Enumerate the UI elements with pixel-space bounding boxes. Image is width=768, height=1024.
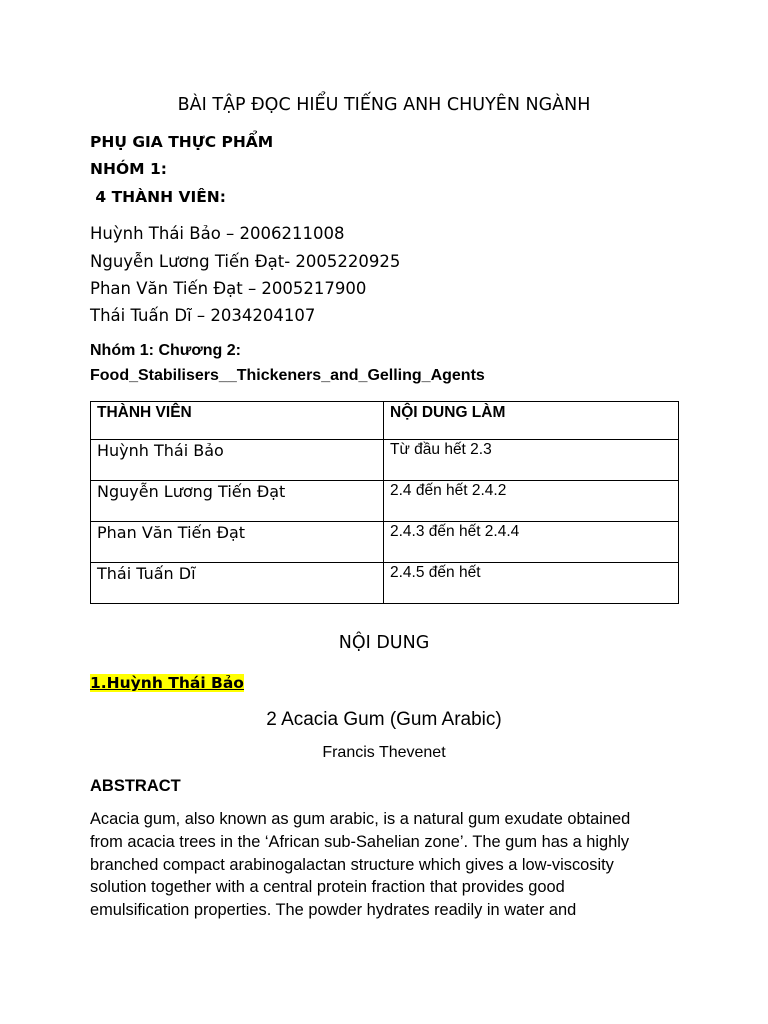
table-cell-task: 2.4 đến hết 2.4.2 — [384, 481, 679, 522]
member-section-heading — [90, 672, 244, 694]
paragraph-line: solution together with a central protein fraction that provides good — [90, 878, 565, 897]
table-row — [91, 440, 679, 481]
paragraph-line: emulsification properties. The powder hydrates readily in water and — [90, 901, 577, 920]
member-line: Phan Văn Tiến Đạt – 2005217900 — [90, 279, 367, 298]
table-cell-task: 2.4.3 đến hết 2.4.4 — [384, 522, 679, 563]
table-cell-task: 2.4.5 đến hết — [384, 563, 679, 604]
member-count-heading: 4 THÀNH VIÊN: — [90, 188, 226, 206]
table-row — [91, 563, 679, 604]
member-line: Huỳnh Thái Bảo – 2006211008 — [90, 224, 345, 243]
chapter-title: Food_Stabilisers__Thickeners_and_Gelling_Agents — [90, 367, 485, 384]
subject-heading: PHỤ GIA THỰC PHẨM — [90, 133, 274, 151]
section-title: NỘI DUNG — [338, 633, 430, 653]
table-header-cell: NỘI DUNG LÀM — [384, 402, 679, 440]
table-row — [91, 481, 679, 522]
assignment-table — [90, 401, 679, 604]
highlighted-text: 1.Huỳnh Thái Bảo — [90, 674, 244, 692]
document-title: BÀI TẬP ĐỌC HIỂU TIẾNG ANH CHUYÊN NGÀNH — [177, 95, 591, 115]
article-title: 2 Acacia Gum (Gum Arabic) — [266, 709, 502, 730]
table-cell-member: Phan Văn Tiến Đạt — [91, 522, 384, 563]
abstract-heading: ABSTRACT — [90, 777, 181, 795]
group-heading: NHÓM 1: — [90, 160, 167, 178]
abstract-paragraph — [90, 808, 690, 922]
table-cell-member: Huỳnh Thái Bảo — [91, 440, 384, 481]
member-line: Thái Tuấn Dĩ – 2034204107 — [90, 306, 316, 325]
table-header-row — [91, 402, 679, 440]
member-line: Nguyễn Lương Tiến Đạt- 2005220925 — [90, 252, 401, 271]
table-cell-task: Từ đầu hết 2.3 — [384, 440, 679, 481]
paragraph-line: from acacia trees in the ‘African sub-Sahelian zone’. The gum has a highly — [90, 832, 630, 851]
paragraph-line: branched compact arabinogalactan structure which gives a low-viscosity — [90, 855, 614, 874]
table-row — [91, 522, 679, 563]
paragraph-line: Acacia gum, also known as gum arabic, is a natural gum exudate obtained — [90, 810, 631, 828]
article-author: Francis Thevenet — [322, 744, 446, 761]
table-cell-member: Nguyễn Lương Tiến Đạt — [91, 481, 384, 522]
table-cell-member: Thái Tuấn Dĩ — [91, 563, 384, 604]
chapter-label: Nhóm 1: Chương 2: — [90, 342, 241, 359]
table-header-cell: THÀNH VIÊN — [91, 402, 384, 440]
